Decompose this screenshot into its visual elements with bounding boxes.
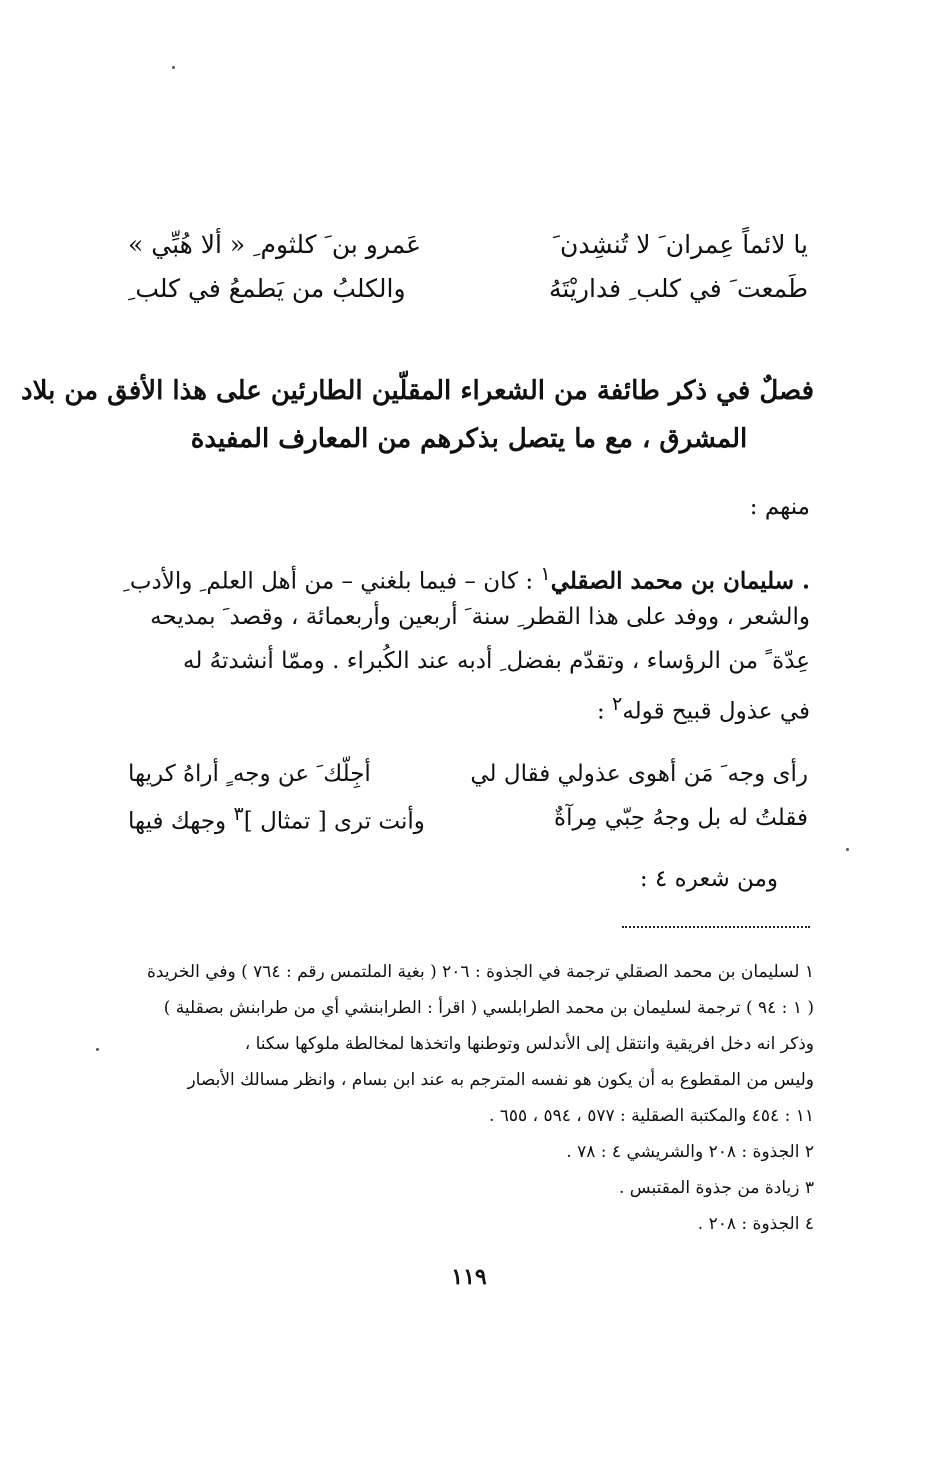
biography-line-4-text: في عذول قبيح قوله — [622, 698, 810, 725]
hemistich-first: رأى وجه َ مَن أهوى عذولي فقال لي — [470, 761, 808, 787]
subject-name: . سليمان بن محمد الصقلي — [550, 567, 810, 595]
footnote-line-3: وذكر انه دخل افريقية وانتقل إلى الأندلس وتوطنها واتخذها لمخالطة ملوكها سكنا ، — [244, 1034, 814, 1054]
biography-line-1 — [123, 562, 810, 595]
hemistich-first: يا لائماً عِمران َ لا تُنشِدن َ — [552, 229, 808, 259]
footnote-ref-3: ٣ — [233, 801, 244, 825]
hemistich-second-after: وجهك فيها — [128, 808, 234, 835]
hemistich-second: أجِلّك َ عن وجه ٍ أراهُ كريها — [128, 761, 371, 787]
second-verse-line-2 — [128, 796, 808, 840]
biography-line-3: عِدّة ً من الرؤساء ، وتقدّم بفضل ِ أدبه عند الكُبراء . وممّا أنشدتهُ له — [183, 648, 810, 674]
opening-verse-line-2 — [128, 266, 808, 310]
footnote-ref-1: ١ — [540, 562, 551, 585]
biography-line-4 — [126, 692, 810, 725]
hemistich-second: والكلبُ من يَطمعُ في كلب ِ — [128, 273, 406, 303]
scan-speck — [96, 1048, 99, 1051]
section-heading-line-1: فصلٌ في ذكر طائفة من الشعراء المقلّين الطارئين على هذا الأفق من بلاد — [20, 376, 814, 406]
footnote-separator — [622, 926, 810, 928]
footnote-line-5: ١١ : ٤٥٤ والمكتبة الصقلية : ٥٧٧ ، ٥٩٤ ، ٦٥٥ . — [488, 1106, 814, 1126]
more-poetry-label: ومن شعره ٤ : — [639, 866, 778, 892]
page-number: ١١٩ — [451, 1264, 487, 1290]
hemistich-first: فقلتُ له بل وجهُ حِبّي مِرآةٌ — [554, 805, 808, 831]
hemistich-second-before: وأنت ترى [ تمثال ] — [243, 808, 425, 835]
second-verse-line-1 — [128, 752, 808, 796]
footnote-line-1: ١ لسليمان بن محمد الصقلي ترجمة في الجذوة : ٢٠٦ ( بغية الملتمس رقم : ٧٦٤ ) وفي الخريدة — [146, 962, 814, 982]
section-heading-line-2: المشرق ، مع ما يتصل بذكرهم من المعارف المفيدة — [190, 424, 748, 454]
footnote-line-7: ٣ زيادة من جذوة المقتبس . — [618, 1178, 814, 1198]
biography-line-2: والشعر ، ووفد على هذا القطر ِ سنة َ أربعين وأربعمائة ، وقصد َ بمديحه — [150, 604, 810, 630]
hemistich-first: طَمعت َ في كلب ِ فداريْتَهُ — [549, 273, 808, 303]
intro-label: منهم : — [749, 494, 810, 520]
biography-line-4-end: : — [596, 698, 613, 725]
footnote-line-4: وليس من المقطوع به أن يكون هو نفسه المترجم به عند ابن بسام ، وانظر مسالك الأبصار — [187, 1070, 814, 1090]
scan-speck — [172, 66, 175, 69]
footnote-line-8: ٤ الجذوة : ٢٠٨ . — [697, 1214, 814, 1234]
footnote-ref-2: ٢ — [612, 692, 623, 715]
footnote-line-2: ( ١ : ٩٤ ) ترجمة لسليمان بن محمد الطرابلسي ( اقرأ : الطرابنشي أي من طرابنش بصقلية ) — [163, 998, 814, 1018]
hemistich-second — [128, 802, 425, 835]
biography-line-1-rest: : كان – فيما بلغني – من أهل العلم ِ والأدب ِ — [123, 568, 541, 595]
footnote-line-6: ٢ الجذوة : ٢٠٨ والشريشي ٤ : ٧٨ . — [566, 1142, 814, 1162]
hemistich-second: عَمرو بن َ كلثوم ِ « ألا هُبِّي » — [128, 229, 422, 259]
opening-verse-line-1 — [128, 222, 808, 266]
scan-speck — [846, 848, 849, 851]
